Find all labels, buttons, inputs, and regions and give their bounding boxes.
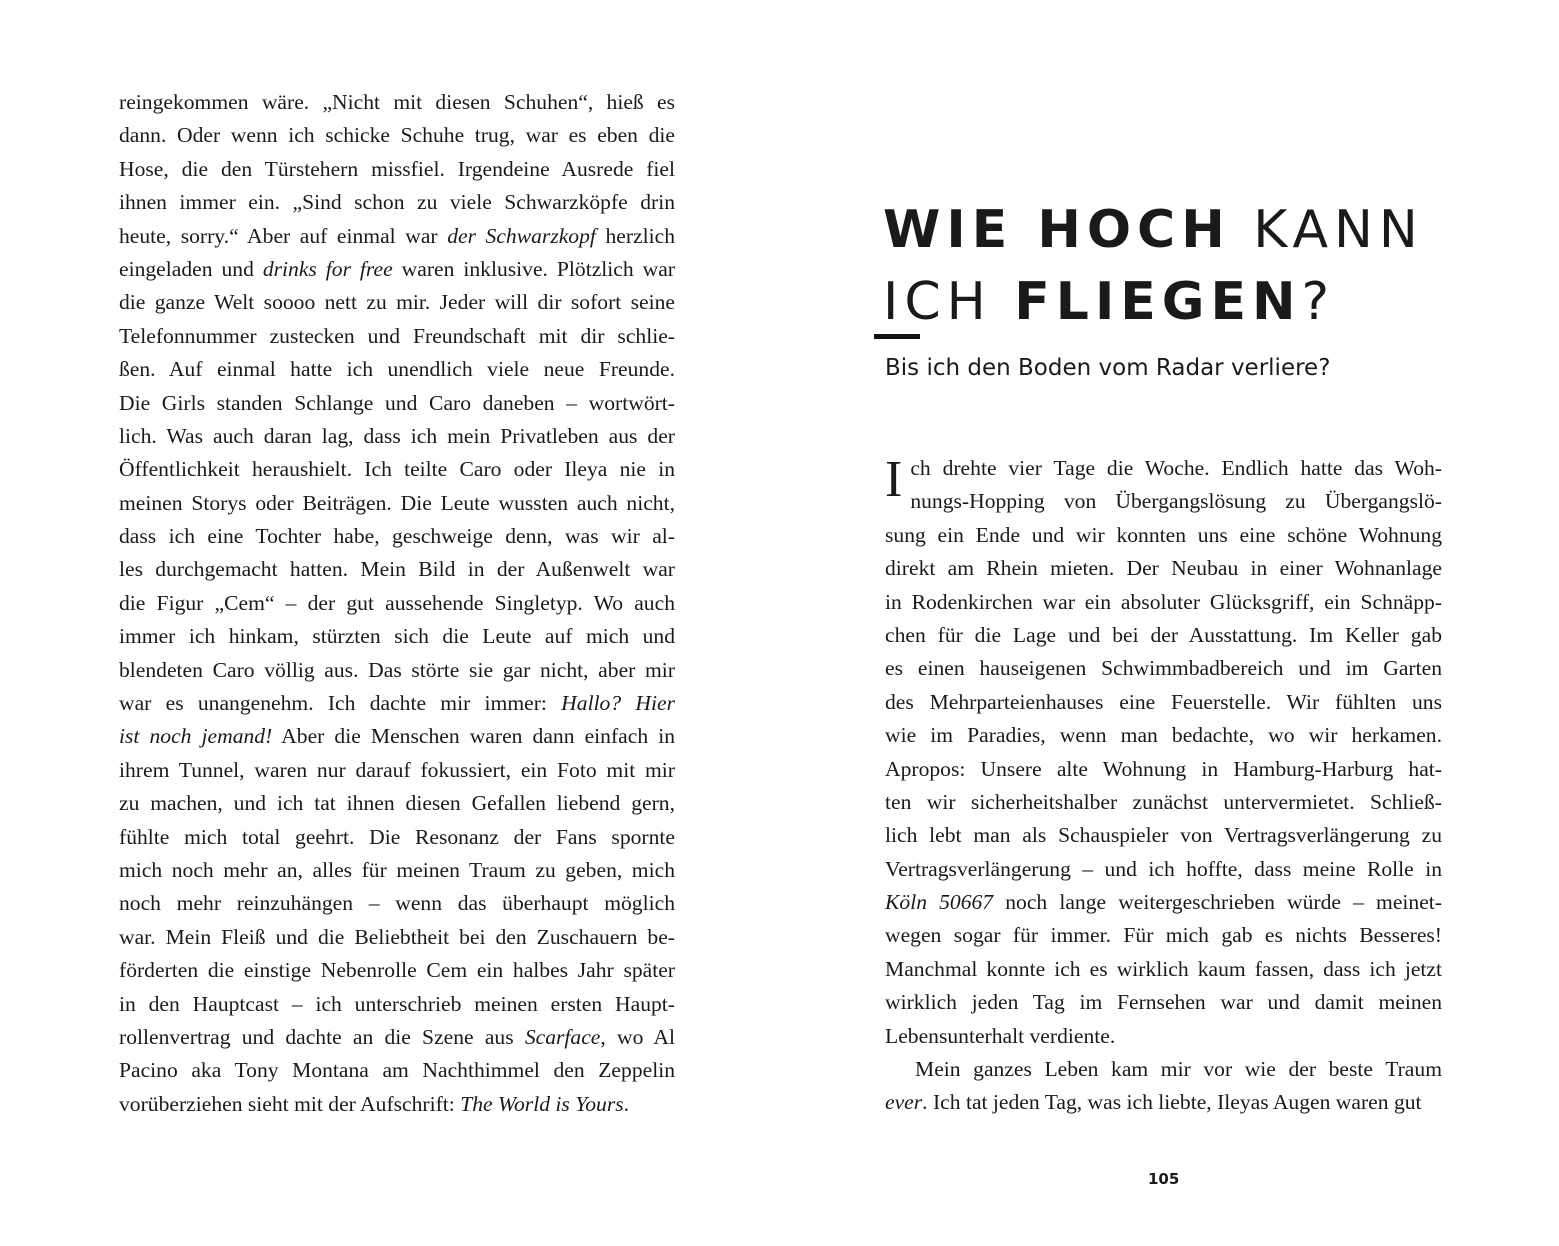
text-line: meinen Storys oder Beiträgen. Die Leute wussten auch nicht, (119, 490, 675, 515)
text-line: Pacino aka Tony Montana am Nachthimmel den Zeppelin (119, 1058, 675, 1083)
text-line: heute, sorry.“ Aber auf einmal war der Schwarzkopf herzlich (119, 223, 676, 248)
text-line: sung ein Ende und wir konnten uns eine schöne Wohnung (885, 522, 1442, 547)
text-line: les durchgemacht hatten. Mein Bild in der Außenwelt war (119, 557, 675, 582)
text-line: reingekommen wäre. „Nicht mit diesen Schuhen“, hieß es (119, 90, 675, 114)
text-line: Öffentlichkeit heraushielt. Ich teilte Caro oder Ileya nie in (119, 457, 675, 482)
italic-text: The World is Yours (460, 1091, 624, 1116)
text-line: chen für die Lage und bei der Ausstattung. Im Keller gab (885, 622, 1442, 647)
italic-text: ever (885, 1090, 923, 1115)
italic-text: Köln 50667 (885, 890, 994, 915)
text-line: zu machen, und ich tat ihnen diesen Gefallen liebend gern, (119, 791, 675, 816)
text-line: ist noch jemand! Aber die Menschen waren dann einfach in (119, 724, 675, 749)
text-line: Lebensunterhalt verdiente. (885, 1023, 1116, 1048)
text-line: blendeten Caro völlig aus. Das störte sie gar nicht, aber mir (119, 657, 675, 682)
text-line: des Mehrparteienhauses eine Feuerstelle. Wir fühlten uns (885, 689, 1442, 714)
italic-text: ist noch jemand! (119, 724, 273, 749)
text-line: in den Hauptcast – ich unterschrieb meinen ersten Haupt- (119, 991, 675, 1016)
chapter-title (883, 194, 1443, 338)
text-line: mich noch mehr an, alles für meinen Traum zu geben, mich (119, 857, 675, 882)
title-word: KANN (1230, 200, 1424, 260)
text-line: Telefonnummer zustecken und Freundschaft mit dir schlie- (119, 323, 675, 348)
text-line: wie im Paradies, wenn man bedachte, wo wir herkamen. (885, 723, 1442, 748)
right-body-text (885, 452, 1442, 1120)
text-line: Vertragsverlängerung – und ich hoffte, dass meine Rolle in (885, 856, 1442, 881)
italic-text: Hallo? Hier (561, 691, 675, 716)
text-line: Apropos: Unsere alte Wohnung in Hamburg-Harburg hat- (885, 756, 1442, 781)
text-line: dass ich eine Tochter habe, geschweige denn, was wir al- (119, 524, 675, 549)
text-line: eingeladen und drinks for free waren inklusive. Plötzlich war (119, 256, 675, 281)
text-line: direkt am Rhein mieten. Der Neubau in einer Wohnanlage (885, 556, 1442, 581)
text-line: war. Mein Fleiß und die Beliebtheit bei den Zuschauern be- (119, 924, 675, 949)
text-line: ihnen immer ein. „Sind schon zu viele Schwarzköpfe drin (119, 190, 675, 215)
title-word: ICH (883, 272, 1015, 332)
text-line: Die Girls standen Schlange und Caro daneben – wortwört- (119, 390, 675, 415)
text-line: nungs-Hopping von Übergangslösung zu Übergangslö- (910, 489, 1442, 514)
text-line: Hose, die den Türstehern missfiel. Irgendeine Ausrede fiel (119, 156, 675, 181)
text-line: wirklich jeden Tag im Fernsehen war und damit meinen (885, 990, 1442, 1015)
text-line: ten wir sicherheitshalber zunächst untervermietet. Schließ- (885, 789, 1442, 814)
text-line: rollenvertrag und dachte an die Szene aus Scarface, wo Al (119, 1024, 675, 1049)
text-line: war es unangenehm. Ich dachte mir immer: Hallo? Hier (119, 691, 675, 716)
text-line: die ganze Welt soooo nett zu mir. Jeder will dir sofort seine (119, 290, 675, 315)
text-line: fühlte mich total geehrt. Die Resonanz der Fans spornte (119, 824, 675, 849)
text-line: ßen. Auf einmal hatte ich unendlich viele neue Freunde. (119, 357, 675, 382)
title-word: ? (1301, 272, 1336, 332)
italic-text: drinks for free (262, 256, 393, 281)
title-word: FLIEGEN (1014, 272, 1302, 332)
text-line: Köln 50667 noch lange weitergeschrieben würde – meinet- (885, 890, 1442, 915)
text-line: ihrem Tunnel, waren nur darauf fokussiert, ein Foto mit mir (119, 757, 675, 782)
text-line: vorüberziehen sieht mit der Aufschrift: The World is Yours. (119, 1091, 630, 1116)
text-line: es einen hauseigenen Schwimmbadbereich und im Garten (885, 656, 1442, 681)
page-number: 105 (1148, 1170, 1180, 1188)
text-line: ever. Ich tat jeden Tag, was ich liebte, Ileyas Augen waren gut (885, 1090, 1422, 1115)
drop-cap: I (885, 451, 903, 508)
text-line: die Figur „Cem“ – der gut aussehende Singletyp. Wo auch (119, 590, 675, 615)
text-line: Mein ganzes Leben kam mir vor wie der beste Traum (915, 1057, 1442, 1082)
right-page (780, 0, 1559, 1246)
text-line: dann. Oder wenn ich schicke Schuhe trug, war es eben die (119, 123, 675, 148)
text-line: wegen sogar für immer. Für mich gab es nichts Besseres! (885, 923, 1442, 948)
text-line: immer ich hinkam, stürzten sich die Leute auf mich und (119, 624, 675, 649)
left-body-text (119, 86, 675, 1121)
text-line: lich lebt man als Schauspieler von Vertragsverlängerung zu (885, 823, 1442, 848)
text-line: in Rodenkirchen war ein absoluter Glücksgriff, ein Schnäpp- (885, 589, 1442, 614)
text-line: Manchmal konnte ich es wirklich kaum fassen, dass ich jetzt (885, 956, 1442, 981)
title-rule (874, 334, 920, 339)
text-line: noch mehr reinzuhängen – wenn das überhaupt möglich (119, 891, 675, 916)
italic-text: der Schwarzkopf (447, 223, 596, 248)
chapter-subtitle: Bis ich den Boden vom Radar verliere? (885, 355, 1331, 381)
italic-text: Scarface (524, 1024, 601, 1049)
text-line: förderten die einstige Nebenrolle Cem ein halbes Jahr später (119, 958, 675, 983)
text-line: lich. Was auch daran lag, dass ich mein Privatleben aus der (119, 423, 675, 448)
title-word: WIE HOCH (883, 200, 1231, 260)
text-line: ch drehte vier Tage die Woche. Endlich hatte das Woh- (910, 456, 1442, 480)
